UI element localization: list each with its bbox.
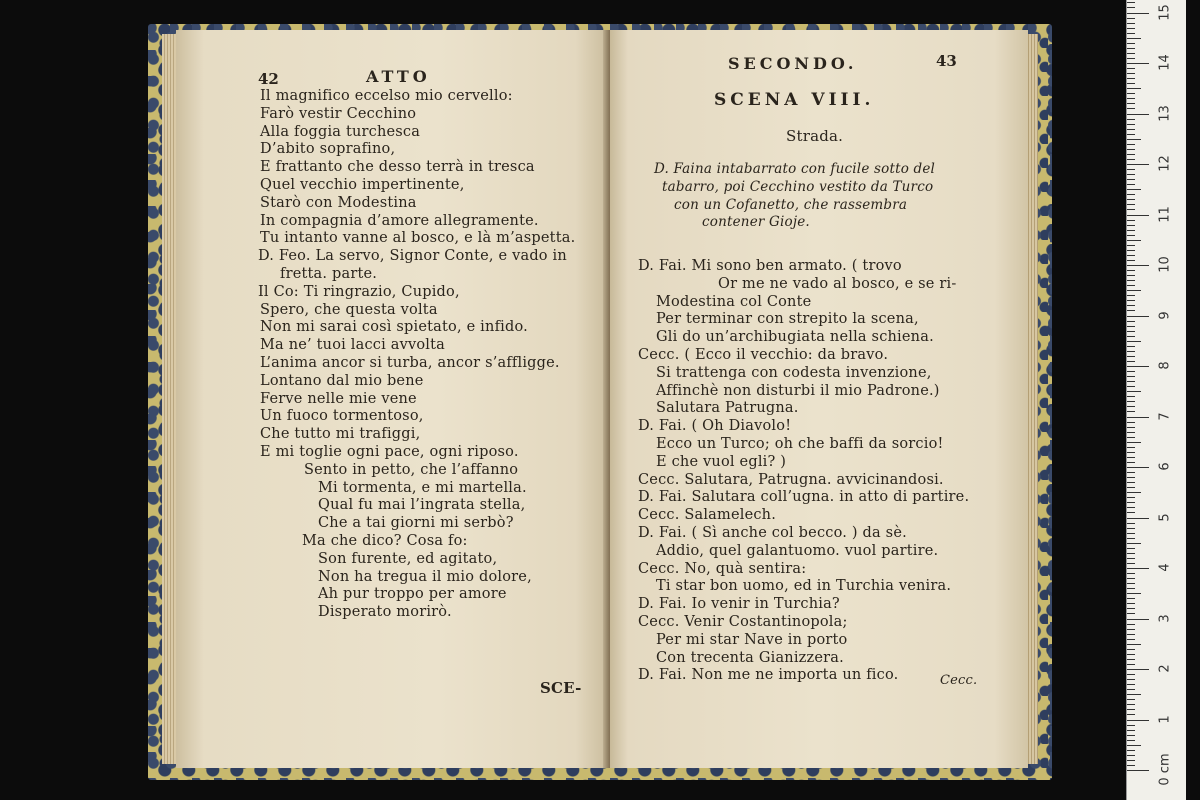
right-catchword: Cecc. <box>940 673 978 688</box>
ruler-tick <box>1127 189 1141 190</box>
ruler-tick <box>1127 528 1135 529</box>
ruler-number: 11 <box>1157 205 1173 223</box>
ruler-tick <box>1127 659 1135 660</box>
right-page-line: D. Fai. ( Oh Diavolo! <box>638 418 792 435</box>
right-page-line: Salutara Patrugna. <box>656 400 799 417</box>
ruler-tick <box>1127 250 1135 251</box>
ruler-tick <box>1127 321 1135 322</box>
stage-direction <box>654 160 935 231</box>
stage-direction-line: tabarro, poi Cecchino vestito da Turco <box>662 178 934 195</box>
right-text-block <box>638 258 969 685</box>
ruler-tick <box>1127 624 1135 625</box>
ruler-tick <box>1127 351 1135 352</box>
ruler-tick <box>1127 502 1135 503</box>
ruler-tick <box>1127 33 1135 34</box>
ruler-tick <box>1127 396 1135 397</box>
ruler-tick <box>1127 452 1135 453</box>
right-page-line: Si trattenga con codesta invenzione, <box>656 364 932 381</box>
scene-title: SCENA VIII. <box>714 90 875 110</box>
ruler-tick <box>1127 275 1135 276</box>
ruler-tick <box>1127 63 1149 64</box>
ruler-tick <box>1127 386 1135 387</box>
ruler-tick <box>1127 401 1135 402</box>
ruler-tick <box>1127 745 1141 746</box>
ruler-tick <box>1127 134 1135 135</box>
ruler-tick <box>1127 2 1135 3</box>
left-page-line: Ma ne’ tuoi lacci avvolta <box>260 337 446 354</box>
ruler-tick <box>1127 326 1135 327</box>
ruler-number: 14 <box>1157 54 1173 71</box>
right-page-line: Con trecenta Gianizzera. <box>656 649 844 666</box>
ruler-number: 2 <box>1157 664 1173 673</box>
ruler-tick <box>1127 472 1135 473</box>
ruler-tick <box>1127 533 1135 534</box>
ruler-tick <box>1127 406 1135 407</box>
ruler-number: 13 <box>1157 104 1173 122</box>
ruler-tick <box>1127 245 1135 246</box>
stage-direction-line: con un Cofanetto, che rassembra <box>674 196 908 213</box>
left-page-line: Disperato morirò. <box>318 604 452 621</box>
ruler-tick <box>1127 366 1149 367</box>
ruler-tick <box>1127 720 1149 721</box>
ruler-tick <box>1127 538 1135 539</box>
ruler-tick <box>1127 714 1135 715</box>
right-page-line: E che vuol egli? ) <box>656 453 787 470</box>
left-page-line: Quel vecchio impertinente, <box>260 176 465 193</box>
ruler-tick <box>1127 477 1135 478</box>
ruler-tick <box>1127 654 1135 655</box>
ruler-number: 4 <box>1157 563 1173 572</box>
ruler-tick <box>1127 497 1135 498</box>
ruler-tick <box>1127 124 1135 125</box>
ruler-tick <box>1127 174 1135 175</box>
ruler-tick <box>1127 235 1135 236</box>
right-page-number: 43 <box>936 52 957 70</box>
ruler-tick <box>1127 391 1141 392</box>
ruler-tick <box>1127 23 1135 24</box>
ruler-tick <box>1127 129 1135 130</box>
ruler-number: 3 <box>1157 613 1173 623</box>
ruler-tick <box>1127 417 1149 418</box>
ruler-tick <box>1127 487 1135 488</box>
ruler-tick <box>1127 689 1135 690</box>
left-page-line: D’abito soprafino, <box>260 141 396 158</box>
ruler-tick <box>1127 78 1135 79</box>
left-page-line: Non mi sarai così spietato, e infido. <box>260 319 528 336</box>
left-page-line: Il magnifico eccelso mio cervello: <box>260 88 513 104</box>
ruler-tick <box>1127 53 1135 54</box>
ruler-tick <box>1127 381 1135 382</box>
ruler-tick <box>1127 290 1141 291</box>
ruler-tick <box>1127 356 1135 357</box>
ruler-tick <box>1127 644 1141 645</box>
ruler-tick <box>1127 346 1135 347</box>
ruler-tick <box>1127 629 1135 630</box>
ruler-tick <box>1127 619 1149 620</box>
ruler-tick <box>1127 583 1135 584</box>
stage-direction-line: contener Gioje. <box>702 214 810 231</box>
ruler-tick <box>1127 103 1135 104</box>
ruler-tick <box>1127 280 1135 281</box>
ruler-tick <box>1127 588 1135 589</box>
right-page-line: Addio, quel galantuomo. vuol partire. <box>656 542 939 559</box>
left-page-line: Che a tai giorni mi serbò? <box>318 515 514 532</box>
ruler-tick <box>1127 507 1135 508</box>
ruler-tick <box>1127 300 1135 301</box>
ruler-tick <box>1127 422 1135 423</box>
ruler-tick <box>1127 18 1135 19</box>
ruler-tick <box>1127 553 1135 554</box>
ruler-tick <box>1127 361 1135 362</box>
ruler-tick <box>1127 709 1135 710</box>
left-page-line: Alla foggia turchesca <box>260 123 421 140</box>
ruler-tick <box>1127 240 1141 241</box>
ruler-tick <box>1127 593 1141 594</box>
ruler-tick <box>1127 664 1135 665</box>
ruler-tick <box>1127 316 1149 317</box>
ruler-tick <box>1127 411 1135 412</box>
left-page <box>176 30 610 768</box>
ruler-tick <box>1127 28 1135 29</box>
ruler-number: 12 <box>1157 155 1173 172</box>
ruler-tick <box>1127 13 1149 14</box>
left-page-line: Son furente, ed agitato, <box>318 550 498 567</box>
ruler-tick <box>1127 568 1149 569</box>
ruler-tick <box>1127 523 1135 524</box>
ruler-tick <box>1127 482 1135 483</box>
left-page-line: Qual fu mai l’ingrata stella, <box>318 497 526 514</box>
right-page-line: Per mi star Nave in porto <box>656 631 848 648</box>
ruler-tick <box>1127 735 1135 736</box>
ruler-tick <box>1127 603 1135 604</box>
right-page-line: Ecco un Turco; oh che baffi da sorcio! <box>656 435 944 452</box>
ruler-tick <box>1127 164 1149 165</box>
ruler-tick <box>1127 563 1135 564</box>
ruler-tick <box>1127 331 1135 332</box>
left-catchword: SCE- <box>540 679 582 697</box>
ruler-number: 15 <box>1157 3 1173 21</box>
ruler-tick <box>1127 492 1141 493</box>
ruler-tick <box>1127 684 1135 685</box>
ruler-number: 5 <box>1157 512 1173 522</box>
ruler-tick <box>1127 169 1135 170</box>
ruler-tick <box>1127 518 1149 519</box>
ruler-tick <box>1127 694 1141 695</box>
ruler-tick <box>1127 669 1149 670</box>
ruler-tick <box>1127 447 1135 448</box>
ruler-tick <box>1127 93 1135 94</box>
left-page-line: Ma che dico? Cosa fo: <box>302 532 468 549</box>
ruler-tick <box>1127 98 1135 99</box>
ruler-tick <box>1127 598 1135 599</box>
ruler-tick <box>1127 336 1135 337</box>
ruler-tick <box>1127 760 1135 761</box>
ruler-tick <box>1127 558 1135 559</box>
right-page-line: Affinchè non disturbi il mio Padrone.) <box>656 382 940 399</box>
ruler-tick <box>1127 119 1135 120</box>
right-page-line: Cecc. Salutara, Patrugna. avvicinandosi. <box>638 471 944 488</box>
ruler-tick <box>1127 88 1141 89</box>
ruler-tick <box>1127 68 1135 69</box>
right-page-line: Ti star bon uomo, ed in Turchia venira. <box>656 578 952 595</box>
left-page-line: Che tutto mi trafiggi, <box>260 426 421 443</box>
left-page-line: Il Co: Ti ringrazio, Cupido, <box>258 283 460 300</box>
ruler-tick <box>1127 730 1135 731</box>
ruler-tick <box>1127 184 1135 185</box>
left-page-line: Mi tormenta, e mi martella. <box>318 479 527 496</box>
ruler-number: 1 <box>1157 714 1173 724</box>
stage-direction-line: D. Faina intabarrato con fucile sotto del <box>654 161 936 177</box>
right-page-line: Cecc. Salamelech. <box>638 507 777 524</box>
right-running-head: SECONDO. <box>728 54 858 73</box>
ruler-tick <box>1127 295 1135 296</box>
right-page <box>610 30 1028 768</box>
left-page-line: Lontano dal mio bene <box>260 372 424 389</box>
ruler-tick <box>1127 341 1141 342</box>
ruler-tick <box>1127 725 1135 726</box>
left-page-number: 42 <box>258 70 279 88</box>
ruler-tick <box>1127 765 1135 766</box>
left-page-line: Ah pur troppo per amore <box>318 586 507 603</box>
ruler-tick <box>1127 209 1135 210</box>
ruler-tick <box>1127 770 1149 771</box>
ruler-tick <box>1127 114 1149 115</box>
measurement-ruler <box>1126 0 1186 800</box>
scene-setting: Strada. <box>786 127 844 145</box>
ruler-tick <box>1127 674 1135 675</box>
ruler-number: 8 <box>1157 361 1173 370</box>
ruler-tick <box>1127 58 1135 59</box>
ruler-tick <box>1127 7 1135 8</box>
ruler-tick <box>1127 83 1135 84</box>
ruler-tick <box>1127 699 1135 700</box>
left-page-line: fretta. parte. <box>280 265 378 282</box>
right-page-line: D. Fai. Salutara coll’ugna. in atto di partire. <box>638 489 970 506</box>
ruler-tick <box>1127 225 1135 226</box>
ruler-tick <box>1127 73 1135 74</box>
ruler-tick <box>1127 740 1135 741</box>
ruler-tick <box>1127 108 1135 109</box>
ruler-tick <box>1127 548 1135 549</box>
ruler-tick <box>1127 38 1141 39</box>
ruler-tick <box>1127 310 1135 311</box>
ruler-tick <box>1127 215 1149 216</box>
ruler-tick <box>1127 154 1135 155</box>
left-running-head: ATTO <box>366 67 431 86</box>
right-page-line: Gli do un’archibugiata nella schiena. <box>656 329 934 346</box>
ruler-tick <box>1127 139 1141 140</box>
ruler-tick <box>1127 512 1135 513</box>
ruler-tick <box>1127 634 1135 635</box>
ruler-tick <box>1127 613 1135 614</box>
ruler-tick <box>1127 204 1135 205</box>
ruler-tick <box>1127 608 1135 609</box>
ruler-tick <box>1127 149 1135 150</box>
left-page-line: Ferve nelle mie vene <box>260 390 417 407</box>
ruler-tick <box>1127 649 1135 650</box>
ruler-tick <box>1127 679 1135 680</box>
right-page-line: Per terminar con strepito la scena, <box>656 311 919 328</box>
ruler-tick <box>1127 578 1135 579</box>
ruler-tick <box>1127 305 1135 306</box>
ruler-tick <box>1127 573 1135 574</box>
left-page-line: E frattanto che desso terrà in tresca <box>260 159 535 176</box>
right-page-line: Cecc. ( Ecco il vecchio: da bravo. <box>638 346 889 363</box>
left-page-line: Non ha tregua il mio dolore, <box>318 568 532 585</box>
ruler-tick <box>1127 442 1141 443</box>
ruler-tick <box>1127 194 1135 195</box>
ruler-tick <box>1127 159 1135 160</box>
ruler-tick <box>1127 48 1135 49</box>
ruler-number: 6 <box>1157 462 1173 471</box>
ruler-tick <box>1127 467 1149 468</box>
left-page-line: D. Feo. La servo, Signor Conte, e vado in <box>258 248 567 265</box>
left-page-line: Sento in petto, che l’affanno <box>304 461 519 478</box>
ruler-tick <box>1127 457 1135 458</box>
ruler-tick <box>1127 437 1135 438</box>
ruler-tick <box>1127 755 1135 756</box>
ruler-tick <box>1127 462 1135 463</box>
ruler-number: 7 <box>1157 411 1173 421</box>
ruler-tick <box>1127 750 1135 751</box>
left-page-line: Farò vestir Cecchino <box>260 105 417 122</box>
left-page-line: In compagnia d’amore allegramente. <box>260 212 539 229</box>
ruler-tick <box>1127 255 1135 256</box>
right-page-line: D. Fai. Non me ne importa un fico. <box>638 667 899 684</box>
right-page-line: D. Fai. Mi sono ben armato. ( trovo <box>638 258 902 274</box>
ruler-tick <box>1127 285 1135 286</box>
ruler-tick <box>1127 230 1135 231</box>
ruler-tick <box>1127 376 1135 377</box>
ruler-tick <box>1127 265 1149 266</box>
right-page-line: Cecc. No, quà sentira: <box>638 560 807 577</box>
ruler-tick <box>1127 427 1135 428</box>
left-page-line: L’anima ancor si turba, ancor s’affligge. <box>260 354 560 371</box>
right-page-line: D. Fai. ( Sì anche col becco. ) da sè. <box>638 524 907 541</box>
right-page-line: Modestina col Conte <box>656 293 812 310</box>
left-page-line: E mi toglie ogni pace, ogni riposo. <box>260 443 519 460</box>
ruler-tick <box>1127 144 1135 145</box>
ruler-tick <box>1127 704 1135 705</box>
right-page-line: D. Fai. Io venir in Turchia? <box>638 596 840 613</box>
ruler-number: 9 <box>1157 310 1173 320</box>
ruler-number: 10 <box>1157 256 1173 273</box>
left-page-line: Un fuoco tormentoso, <box>260 408 424 425</box>
ruler-tick <box>1127 543 1141 544</box>
ruler-tick <box>1127 43 1135 44</box>
ruler-tick <box>1127 371 1135 372</box>
ruler-tick <box>1127 260 1135 261</box>
ruler-tick <box>1127 270 1135 271</box>
ruler-tick <box>1127 179 1135 180</box>
left-page-line: Tu intanto vanne al bosco, e là m’aspetta. <box>260 230 576 247</box>
ruler-tick <box>1127 220 1135 221</box>
ruler-unit-label: 0 cm <box>1157 753 1173 786</box>
ruler-tick <box>1127 199 1135 200</box>
left-page-line: Starò con Modestina <box>260 194 417 211</box>
ruler-tick <box>1127 639 1135 640</box>
right-page-line: Or me ne vado al bosco, e se ri- <box>718 275 957 292</box>
ruler-tick <box>1127 432 1135 433</box>
left-page-line: Spero, che questa volta <box>260 301 438 318</box>
left-text-block <box>258 88 575 622</box>
right-page-line: Cecc. Venir Costantinopola; <box>638 613 848 630</box>
